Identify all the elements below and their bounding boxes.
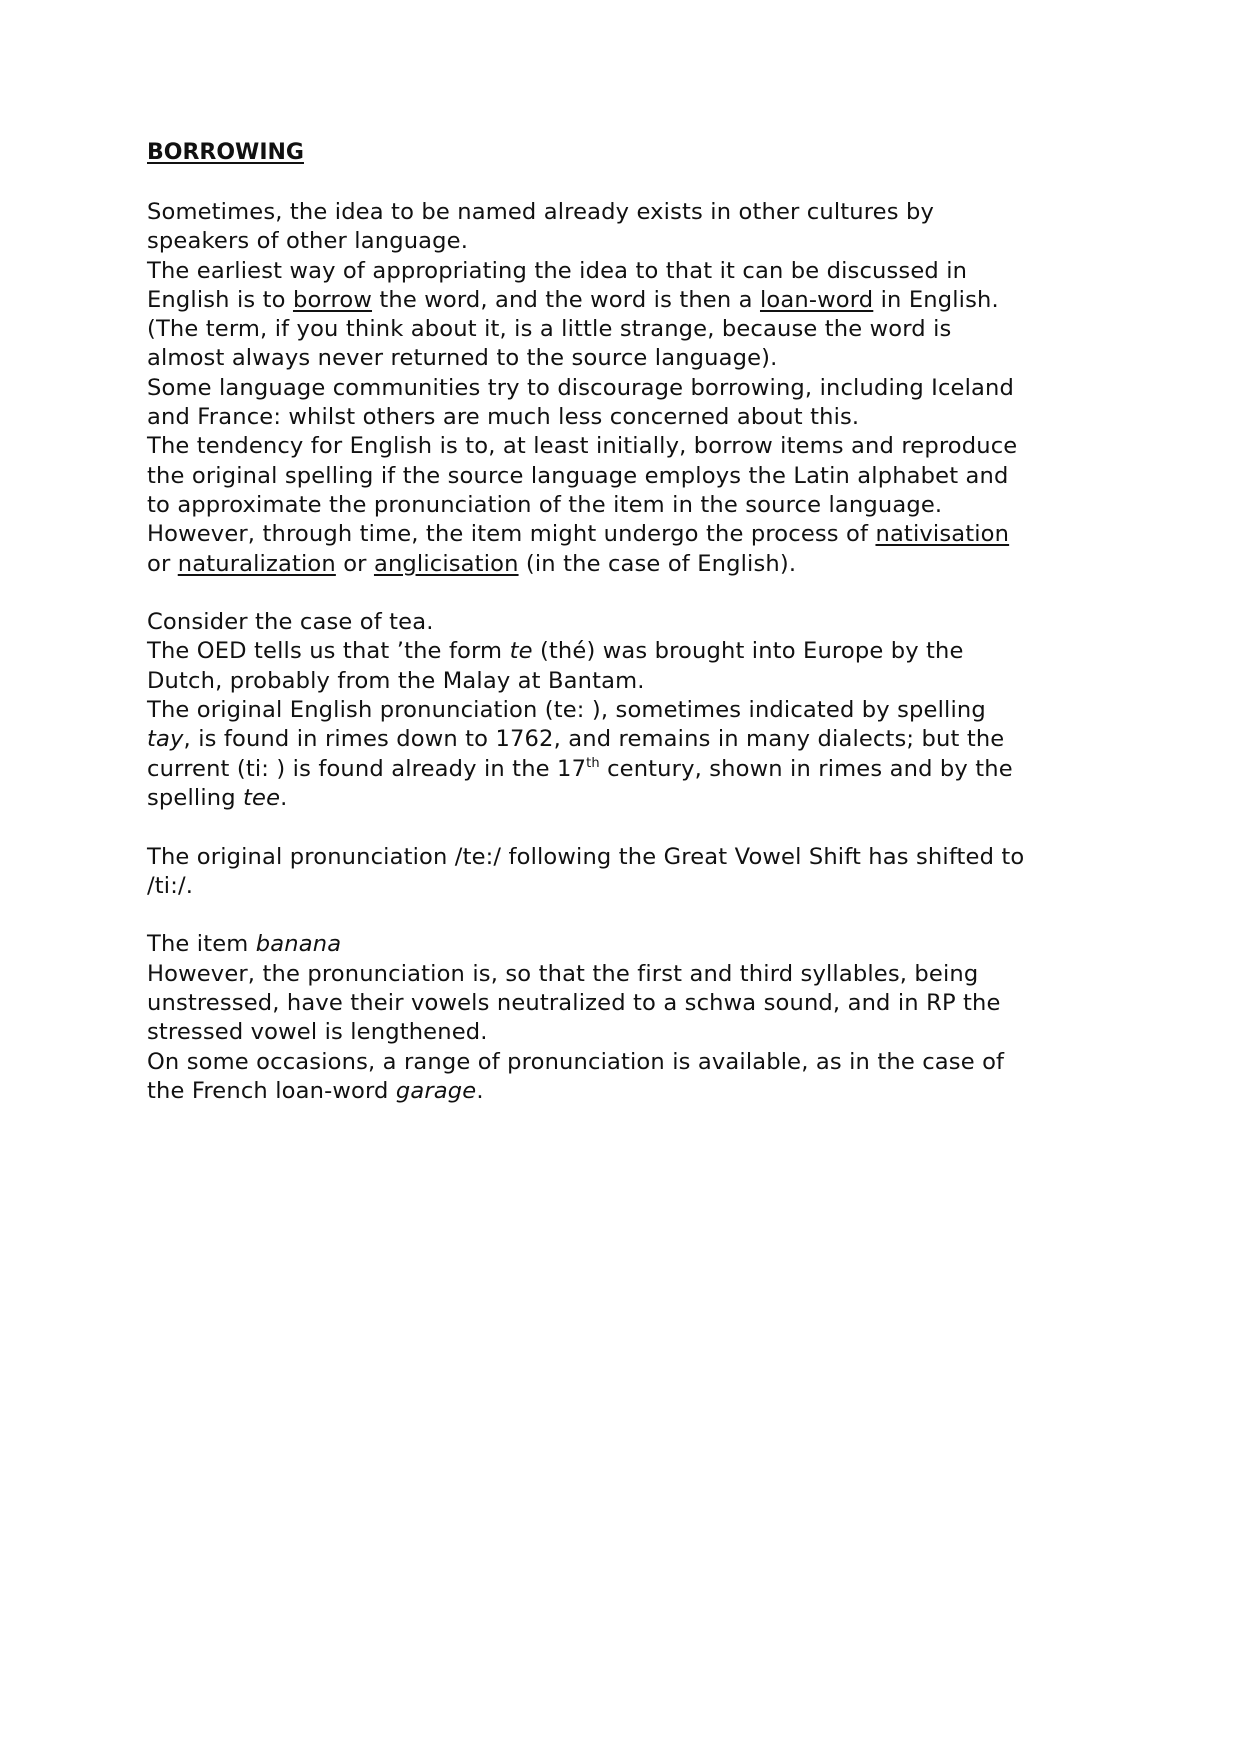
text-line: [147, 930, 1127, 959]
text-span: or: [147, 550, 178, 577]
term-nativisation: nativisation: [875, 521, 1010, 548]
text-line: [147, 520, 1127, 549]
text-span: , is found in rimes down to 1762, and remains in many dialects; but the: [183, 726, 1005, 753]
term-borrow: borrow: [292, 286, 373, 313]
text-line: (The term, if you think about it, is a little strange, because the word is: [147, 316, 952, 343]
text-line: stressed vowel is lengthened.: [147, 1019, 488, 1046]
text-line: [147, 725, 1127, 754]
term-loan-word: loan-word: [759, 286, 874, 313]
term-tee: tee: [243, 784, 281, 811]
term-tay: tay: [147, 726, 184, 753]
text-span: in English.: [873, 286, 999, 313]
text-line: speakers of other language.: [147, 228, 469, 255]
text-span: The item: [147, 931, 256, 958]
text-span: (thé) was brought into Europe by the: [532, 638, 964, 665]
text-span: .: [476, 1077, 484, 1104]
text-line: The original pronunciation /te:/ following the Great Vowel Shift has shifted to: [147, 843, 1025, 870]
paragraph-banana: [147, 930, 1127, 1106]
document-page: [147, 140, 1127, 1106]
text-line: [147, 784, 1127, 813]
term-garage: garage: [395, 1077, 477, 1104]
text-line: [147, 286, 1127, 315]
text-line: almost always never returned to the source language).: [147, 345, 778, 372]
term-banana: banana: [255, 931, 342, 958]
text-line: Consider the case of tea.: [147, 609, 434, 636]
document-title: BORROWING: [147, 140, 304, 165]
text-line: the original spelling if the source language employs the Latin alphabet and: [147, 462, 1009, 489]
text-line: The earliest way of appropriating the idea to that it can be discussed in: [147, 257, 968, 284]
paragraph-tea: [147, 608, 1127, 813]
text-span: century, shown in rimes and by the: [599, 755, 1013, 782]
text-span: (in the case of English).: [518, 550, 797, 577]
paragraph-vowel-shift: [147, 843, 1127, 902]
text-span: However, through time, the item might undergo the process of: [147, 521, 876, 548]
text-line: to approximate the pronunciation of the item in the source language.: [147, 491, 943, 518]
text-line: [147, 755, 1127, 784]
text-span: current (ti: ) is found already in the 17: [147, 755, 587, 782]
text-line: On some occasions, a range of pronunciation is available, as in the case of: [147, 1048, 1005, 1075]
text-line: [147, 550, 1127, 579]
text-span: spelling: [147, 784, 244, 811]
ordinal-superscript: th: [586, 755, 600, 771]
text-line: The tendency for English is to, at least initially, borrow items and reproduce: [147, 433, 1018, 460]
text-span: or: [335, 550, 374, 577]
text-line: The original English pronunciation (te: ), sometimes indicated by spelling: [147, 697, 986, 724]
text-span: .: [280, 784, 288, 811]
text-line: /ti:/.: [147, 872, 194, 899]
term-anglicisation: anglicisation: [373, 550, 519, 577]
term-te: te: [509, 638, 533, 665]
text-line: Dutch, probably from the Malay at Bantam.: [147, 667, 645, 694]
text-span: The OED tells us that ’the form: [147, 638, 510, 665]
text-line: unstressed, have their vowels neutralized to a schwa sound, and in RP the: [147, 990, 1001, 1017]
text-line: Some language communities try to discourage borrowing, including Iceland: [147, 374, 1014, 401]
text-line: Sometimes, the idea to be named already exists in other cultures by: [147, 199, 934, 225]
text-line: and France: whilst others are much less concerned about this.: [147, 404, 860, 431]
text-span: English is to: [147, 286, 293, 313]
text-line: [147, 637, 1127, 666]
text-span: the word, and the word is then a: [372, 286, 760, 313]
term-naturalization: naturalization: [177, 550, 336, 577]
text-line: [147, 1077, 1127, 1106]
paragraph-borrowing-intro: [147, 198, 1127, 579]
text-line: However, the pronunciation is, so that the first and third syllables, being: [147, 960, 979, 987]
text-span: the French loan-word: [147, 1077, 396, 1104]
